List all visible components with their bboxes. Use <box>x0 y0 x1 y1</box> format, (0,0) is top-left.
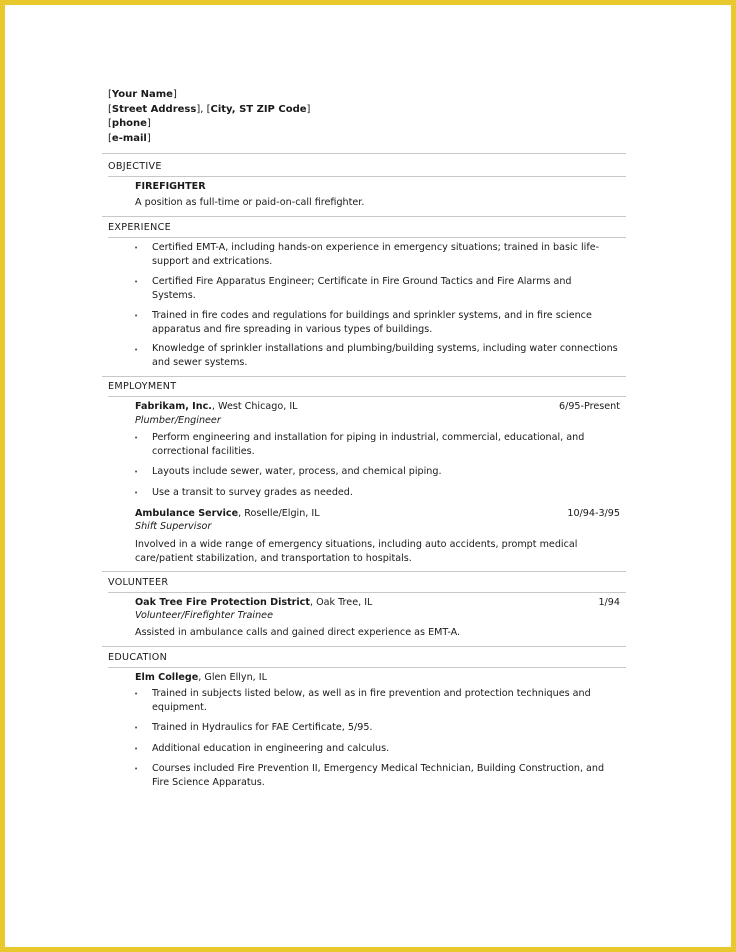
bullet-icon: • <box>134 244 139 252</box>
school-header <box>135 672 267 683</box>
contact-email: [e-mail] <box>108 132 151 144</box>
section-heading-employment: EMPLOYMENT <box>108 381 626 397</box>
contact-phone: [phone] <box>108 118 151 129</box>
list-item-text: Certified EMT-A, including hands-on experience in emergency situations; trained in basic life- <box>152 242 600 253</box>
volunteer-role: Volunteer/Firefighter Trainee <box>135 610 273 621</box>
contact-address: [Street Address], [City, ST ZIP Code] <box>108 103 311 115</box>
bullet-icon: • <box>134 489 139 497</box>
job-description-line: care/patient stabilization, and transportation to hospitals. <box>135 552 412 564</box>
company-name: Ambulance Service <box>135 508 239 519</box>
list-item-text: support and extrications. <box>152 255 273 267</box>
divider <box>102 376 626 377</box>
volunteer-header <box>135 597 372 608</box>
job-header <box>135 508 320 519</box>
objective-title: FIREFIGHTER <box>135 181 206 192</box>
list-item-text: equipment. <box>152 701 207 713</box>
list-item-text: Use a transit to survey grades as needed. <box>152 487 353 498</box>
bullet-icon: • <box>134 765 139 773</box>
objective-text: A position as full-time or paid-on-call firefighter. <box>135 197 365 208</box>
section-heading-objective: OBJECTIVE <box>108 161 626 177</box>
list-item-text: Trained in fire codes and regulations for buildings and sprinkler systems, and in fire science <box>152 310 592 321</box>
school-location: , Glen Ellyn, IL <box>198 672 267 683</box>
job-dates: 10/94-3/95 <box>567 508 620 519</box>
list-item-text: Trained in Hydraulics for FAE Certificate, 5/95. <box>152 722 373 733</box>
list-item-text: Trained in subjects listed below, as well as in fire prevention and protection techniques and <box>152 688 591 699</box>
divider <box>102 571 626 572</box>
divider <box>102 216 626 217</box>
job-role: Plumber/Engineer <box>135 415 221 426</box>
volunteer-dates: 1/94 <box>598 597 620 608</box>
bullet-icon: • <box>134 745 139 753</box>
resume-page <box>108 88 626 788</box>
company-location: , West Chicago, IL <box>211 401 298 412</box>
contact-name: [Your Name] <box>108 89 177 100</box>
divider <box>102 646 626 647</box>
bullet-icon: • <box>134 434 139 442</box>
list-item-text: and sewer systems. <box>152 356 248 368</box>
school-name: Elm College <box>135 672 199 683</box>
bullet-icon: • <box>134 346 139 354</box>
bullet-icon: • <box>134 312 139 320</box>
list-item-text: Additional education in engineering and calculus. <box>152 743 390 754</box>
list-item-text: Certified Fire Apparatus Engineer; Certificate in Fire Ground Tactics and Fire Alarms and <box>152 276 572 287</box>
job-description-line: Involved in a wide range of emergency situations, including auto accidents, prompt medical <box>135 539 578 550</box>
job-dates: 6/95-Present <box>558 401 620 412</box>
volunteer-text: Assisted in ambulance calls and gained direct experience as EMT-A. <box>135 627 461 638</box>
list-item-text: Fire Science Apparatus. <box>152 776 265 788</box>
list-item-text: correctional facilities. <box>152 445 255 457</box>
divider <box>102 153 626 154</box>
list-item-text: Courses included Fire Prevention II, Emergency Medical Technician, Building Construction, and <box>152 763 605 774</box>
list-item-text: Perform engineering and installation for piping in industrial, commercial, educational, and <box>152 432 585 443</box>
bullet-icon: • <box>134 724 139 732</box>
section-heading-volunteer: VOLUNTEER <box>108 577 626 593</box>
section-heading-experience: EXPERIENCE <box>108 222 626 238</box>
bullet-icon: • <box>134 690 139 698</box>
contact-block <box>108 88 626 146</box>
list-item-text: Knowledge of sprinkler installations and plumbing/building systems, including water connections <box>152 343 618 354</box>
company-name: Fabrikam, Inc. <box>135 401 212 412</box>
company-location: , Roselle/Elgin, IL <box>238 508 320 519</box>
job-header <box>135 401 298 412</box>
bullet-icon: • <box>134 278 139 286</box>
job-description <box>135 538 625 565</box>
section-heading-education: EDUCATION <box>108 652 626 668</box>
job-role: Shift Supervisor <box>135 521 212 532</box>
volunteer-location: , Oak Tree, IL <box>309 597 373 608</box>
bullet-icon: • <box>134 468 139 476</box>
volunteer-org: Oak Tree Fire Protection District <box>135 597 310 608</box>
list-item-text: Layouts include sewer, water, process, and chemical piping. <box>152 466 442 477</box>
list-item-text: apparatus and fire spreading in various types of buildings. <box>152 323 433 335</box>
list-item-text: Systems. <box>152 289 196 301</box>
